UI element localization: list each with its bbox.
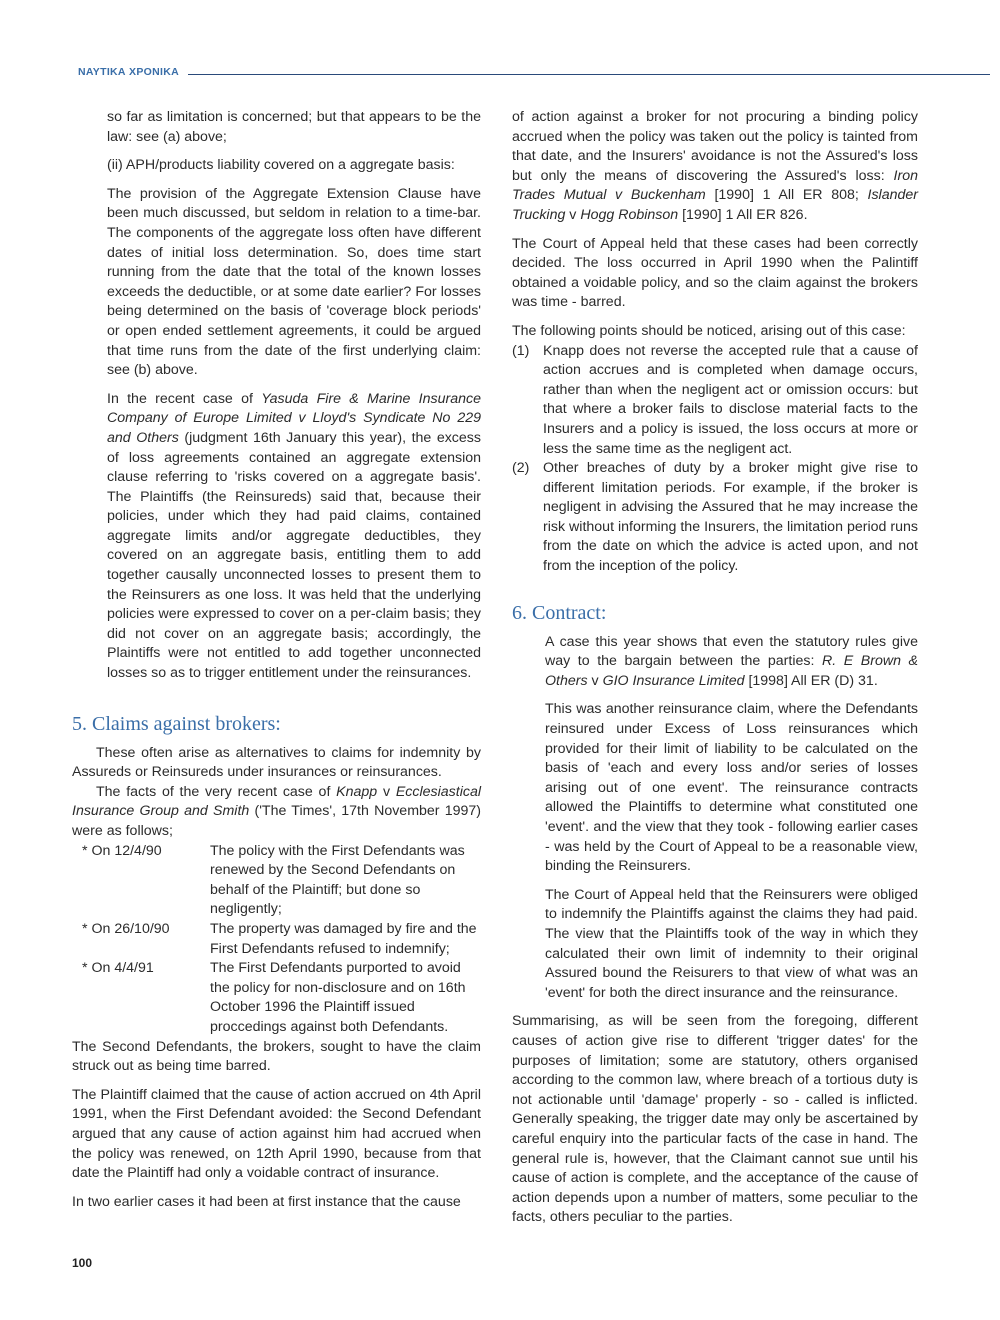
fact-text: The First Defendants purported to avoid the policy for non-disclosure and on 16th October 1996 the Plaintiff issued proccedings against both Defendants. xyxy=(210,960,466,1035)
paragraph: so far as limitation is concerned; but that appears to be the law: see (a) above; xyxy=(107,109,481,145)
left-column xyxy=(72,108,481,1221)
paragraph xyxy=(545,633,918,692)
case-citation: R. E Brown & Others xyxy=(545,653,918,689)
case-citation: Knapp xyxy=(336,783,378,800)
point-number: (2) xyxy=(512,460,530,477)
fact-date: * On 26/10/90 xyxy=(82,920,170,937)
point-text: Other breaches of duty by a broker might give rise to different limitation periods. For example, if the broker is negligent in advising the Assured that he may increase the risk without informing the Insurers, the limitation period runs from the date on which the advice is acted upon, and not from the inception of the policy. xyxy=(543,460,918,575)
header-rule xyxy=(188,74,990,75)
paragraph: This was another reinsurance claim, where the Defendants reinsured under Excess of Loss reinsurances which provided for their limit of liability to be calculated on the basis of 'each and every loss and/or series of losses arising out of one event'. The reinsurance contracts allowed the Plaintiffs to determine what constituted one 'event'. and the view that they took - following earlier cases - was held by the Court of Appeal to be a reasonable view, binding the Reinsurers. xyxy=(545,701,918,875)
paragraph xyxy=(512,108,918,226)
fact-bullet xyxy=(72,920,481,959)
case-citation: Islander Trucking xyxy=(512,187,918,223)
section-heading-5: 5. Claims against brokers: xyxy=(72,712,281,735)
numbered-point xyxy=(512,342,918,460)
fact-text: The property was damaged by fire and the First Defendants refused to indemnify; xyxy=(210,920,477,957)
right-column xyxy=(512,108,918,1237)
text: [1990] 1 All ER 826. xyxy=(678,206,808,223)
text: (judgment 16th January this year), the excess of loss agreements contained an aggregate extension clause referring to 'risks covered on a aggregate basis'. The Plaintiffs (the Reinsureds) said that, because their policies, under which they had paid claims, contained aggregate limits and/or aggregate deductibles, they covered on an aggregate basis, entitling them to add together causally unconnected losses to present them to the Reinsurers as one loss. It was held that the underlying policies were expressed to cover on a per-claim basis; they did not cover on an aggregate basis; accordingly, the Plaintiffs were not entitled to add together unconnected losses so as to trigger entitlement under the reinsurances. xyxy=(107,429,481,682)
paragraph: In two earlier cases it had been at first instance that the cause xyxy=(72,1193,461,1210)
paragraph: The Plaintiff claimed that the cause of action accrued on 4th April 1991, when the First Defendant avoided: the Second Defendant argued that any cause of action against him had accrued when the policy was renewed, on 12th April 1990, because from that date the Plaintiff had only a voidable contract of insurance. xyxy=(72,1086,481,1182)
case-citation: Hogg Robinson xyxy=(580,206,679,223)
case-citation: GIO Insurance Limited xyxy=(602,672,745,689)
paragraph: The Court of Appeal held that the Reinsurers were obliged to indemnify the Plaintiffs against the claims they had paid. The view that the Plaintiffs took of the way in which they calculated their own limit of indemnity to their original Assured bound the Reisurers to that view of what was an 'event' for both the direct insurance and the reinsurance. xyxy=(545,886,918,1001)
paragraph: These often arise as alternatives to claims for indemnity by Assureds or Reinsureds under insurances or reinsurances. xyxy=(72,744,481,781)
text: In the recent case of xyxy=(107,390,262,407)
text: The facts of the very recent case of xyxy=(96,783,337,800)
text: v xyxy=(377,783,396,800)
text: v xyxy=(587,672,603,689)
paragraph: (ii) APH/products liability covered on a aggregate basis: xyxy=(107,157,455,174)
fact-bullet xyxy=(72,959,481,1037)
point-text: Knapp does not reverse the accepted rule that a cause of action accrues and is completed when damage occurs, rather than when the negligent act or omission occurs: but that where a broker fails to disclose material facts to the Insurers and a policy is issued, the loss occurs at more or less the same time as the negligent act. xyxy=(543,342,918,457)
text: [1990] 1 All ER 808; xyxy=(705,187,868,204)
fact-date: * On 4/4/91 xyxy=(82,960,154,977)
paragraph: The Court of Appeal held that these cases had been correctly decided. The loss occurred in April 1990 when the Palintiff obtained a voidable policy, and so the claim against the brokers was time - barred. xyxy=(512,235,918,311)
text: of action against a broker for not procuring a binding policy accrued when the policy was taken out the policy is tainted from that date, and the Insurers' avoidance is not the Assured's loss but only the means of discovering the Assured's loss: xyxy=(512,109,918,184)
case-citation: Yasuda Fire & Marine Insurance Company of Europe Limited v Lloyd's Syndicate No 229 and Others xyxy=(107,390,481,446)
numbered-point xyxy=(512,459,918,577)
publication-title: ΝΑΥΤΙΚΑ ΧΡΟΝΙΚΑ xyxy=(78,66,179,78)
left-indented-block xyxy=(72,108,481,684)
paragraph: The following points should be noticed, arising out of this case: xyxy=(512,322,906,339)
paragraph xyxy=(72,783,481,842)
right-indented-block xyxy=(512,633,918,1004)
text: [1998] All ER (D) 31. xyxy=(744,672,878,689)
paragraph xyxy=(107,390,481,684)
text: ('The Times', 17th November 1997) were as follows; xyxy=(72,803,481,839)
running-header xyxy=(78,66,990,80)
paragraph: The Second Defendants, the brokers, sought to have the claim struck out as being time barred. xyxy=(72,1038,481,1075)
case-citation: Ecclesiastical Insurance Group and Smith xyxy=(72,783,481,820)
fact-bullet xyxy=(72,842,481,920)
page-number: 100 xyxy=(72,1256,93,1270)
paragraph: Summarising, as will be seen from the foregoing, different causes of action give rise to different 'trigger dates' for the purposes of limitation; some are statutory, others organised according to the common law, where breach of a tortious duty is not actionable until 'damage' properly - so - called is inflicted. Generally speaking, the trigger date may only be ascertained by careful enquiry into the particular facts of the case in hand. The general rule is, however, that the Claimant cannot sue until his cause of action is complete, and the acceptance of the cause of action depends upon a number of matters, some peculiar to the facts, others peculiar to the parties. xyxy=(512,1013,918,1226)
section-heading-6: 6. Contract: xyxy=(512,601,607,624)
paragraph: The provision of the Aggregate Extension Clause have been much discussed, but seldom in relation to a time-bar. The components of the aggregate loss often have different dates of initial loss determination. So, does time start running from the date that the total of the known losses exceeds the deductible, or at some date earlier? For losses being determined on the basis of 'coverage block periods' or open ended settlement agreements, it could be argued that time runs from the date of the first underlying claim: see (b) above. xyxy=(107,185,481,379)
text: A case this year shows that even the statutory rules give way to the bargain between the parties: xyxy=(545,633,918,670)
point-number: (1) xyxy=(512,342,530,359)
text: v xyxy=(565,206,581,223)
fact-date: * On 12/4/90 xyxy=(82,842,162,859)
fact-text: The policy with the First Defendants was renewed by the Second Defendants on behalf of the Plaintiff; but done so negligently; xyxy=(210,842,465,918)
case-citation: Iron Trades Mutual v Buckenham xyxy=(512,167,918,204)
